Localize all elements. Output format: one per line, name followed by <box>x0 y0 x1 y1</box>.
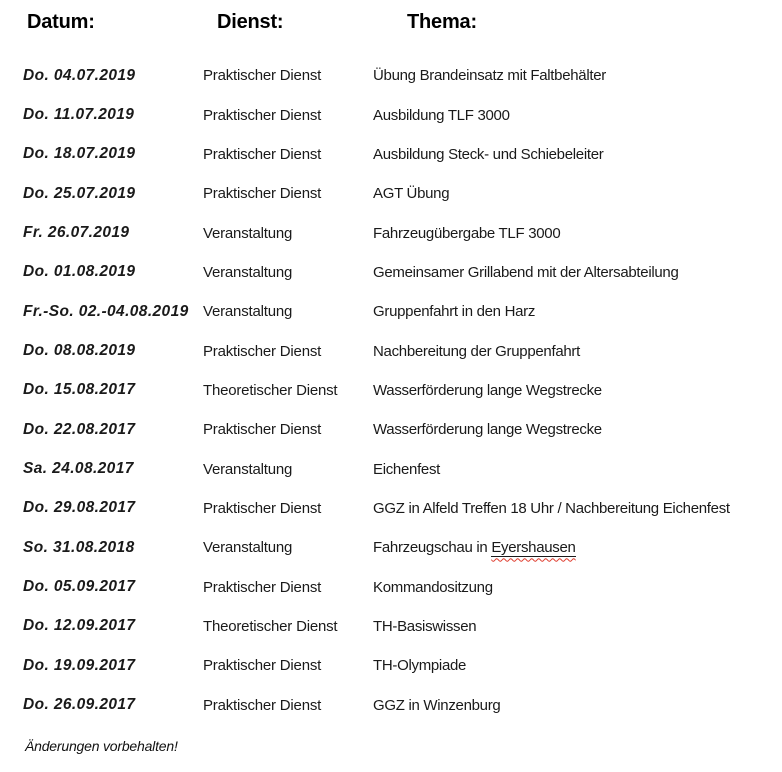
table-row <box>0 410 782 449</box>
topic-cell: Wasserförderung lange Wegstrecke <box>373 381 602 399</box>
table-row <box>0 607 782 646</box>
service-cell: Veranstaltung <box>203 303 293 321</box>
footer-note: Änderungen vorbehalten! <box>25 737 178 754</box>
date-cell: Do. 11.07.2019 <box>23 106 135 124</box>
topic-cell: Wasserförderung lange Wegstrecke <box>373 421 602 439</box>
column-header-dienst: Dienst: <box>217 11 284 33</box>
table-row <box>0 567 782 606</box>
schedule-table <box>0 56 782 725</box>
service-cell: Praktischer Dienst <box>203 342 322 360</box>
topic-cell: Kommandositzung <box>373 578 493 596</box>
column-header-datum: Datum: <box>27 11 95 33</box>
date-cell: Do. 12.09.2017 <box>23 617 136 635</box>
date-cell: Do. 15.08.2017 <box>23 381 136 399</box>
table-row <box>0 174 782 213</box>
topic-cell: Übung Brandeinsatz mit Faltbehälter <box>373 67 606 85</box>
table-row <box>0 686 782 725</box>
date-cell: So. 31.08.2018 <box>23 538 135 556</box>
topic-cell: Ausbildung Steck- und Schiebeleiter <box>373 145 604 163</box>
table-row <box>0 371 782 410</box>
table-row <box>0 646 782 685</box>
topic-cell: Fahrzeugschau in Eyershausen <box>373 539 576 557</box>
date-cell: Do. 04.07.2019 <box>23 66 136 84</box>
service-cell: Praktischer Dienst <box>203 67 322 85</box>
date-cell: Sa. 24.08.2017 <box>23 460 134 478</box>
service-cell: Praktischer Dienst <box>203 657 322 675</box>
topic-cell: GGZ in Alfeld Treffen 18 Uhr / Nachbereitung Eichenfest <box>373 499 730 517</box>
service-cell: Praktischer Dienst <box>203 696 322 714</box>
service-cell: Veranstaltung <box>203 460 293 478</box>
date-cell: Do. 01.08.2019 <box>23 263 136 281</box>
service-cell: Theoretischer Dienst <box>203 381 338 399</box>
service-cell: Veranstaltung <box>203 263 293 281</box>
date-cell: Fr.-So. 02.-04.08.2019 <box>23 302 189 320</box>
table-row <box>0 56 782 95</box>
date-cell: Do. 25.07.2019 <box>23 184 136 202</box>
table-row <box>0 528 782 567</box>
table-row <box>0 292 782 331</box>
topic-cell: GGZ in Winzenburg <box>373 696 501 714</box>
topic-cell: TH-Basiswissen <box>373 617 477 635</box>
date-cell: Do. 29.08.2017 <box>23 499 136 517</box>
date-cell: Do. 08.08.2019 <box>23 342 136 360</box>
date-cell: Fr. 26.07.2019 <box>23 224 130 242</box>
column-header-thema: Thema: <box>407 11 477 33</box>
header-row <box>0 0 782 35</box>
date-cell: Do. 26.09.2017 <box>23 696 136 714</box>
service-cell: Veranstaltung <box>203 224 293 242</box>
service-cell: Praktischer Dienst <box>203 106 322 124</box>
service-cell: Praktischer Dienst <box>203 499 322 517</box>
service-cell: Praktischer Dienst <box>203 578 322 596</box>
service-cell: Praktischer Dienst <box>203 421 322 439</box>
topic-cell: Ausbildung TLF 3000 <box>373 106 510 124</box>
topic-cell: TH-Olympiade <box>373 657 467 675</box>
misspelled-word: Eyershausen <box>491 539 576 557</box>
table-row <box>0 135 782 174</box>
topic-cell: AGT Übung <box>373 185 450 203</box>
topic-cell: Nachbereitung der Gruppenfahrt <box>373 342 580 360</box>
topic-cell: Fahrzeugübergabe TLF 3000 <box>373 224 561 242</box>
service-cell: Praktischer Dienst <box>203 145 322 163</box>
date-cell: Do. 19.09.2017 <box>23 656 136 674</box>
table-row <box>0 213 782 252</box>
service-cell: Theoretischer Dienst <box>203 617 338 635</box>
table-row <box>0 95 782 134</box>
service-cell: Praktischer Dienst <box>203 185 322 203</box>
table-row <box>0 331 782 370</box>
date-cell: Do. 22.08.2017 <box>23 420 136 438</box>
topic-cell: Eichenfest <box>373 460 441 478</box>
table-row <box>0 253 782 292</box>
topic-cell: Gemeinsamer Grillabend mit der Altersabteilung <box>373 263 679 281</box>
service-cell: Veranstaltung <box>203 539 293 557</box>
topic-cell: Gruppenfahrt in den Harz <box>373 303 536 321</box>
table-row <box>0 449 782 488</box>
date-cell: Do. 18.07.2019 <box>23 145 136 163</box>
date-cell: Do. 05.09.2017 <box>23 578 136 596</box>
table-row <box>0 489 782 528</box>
